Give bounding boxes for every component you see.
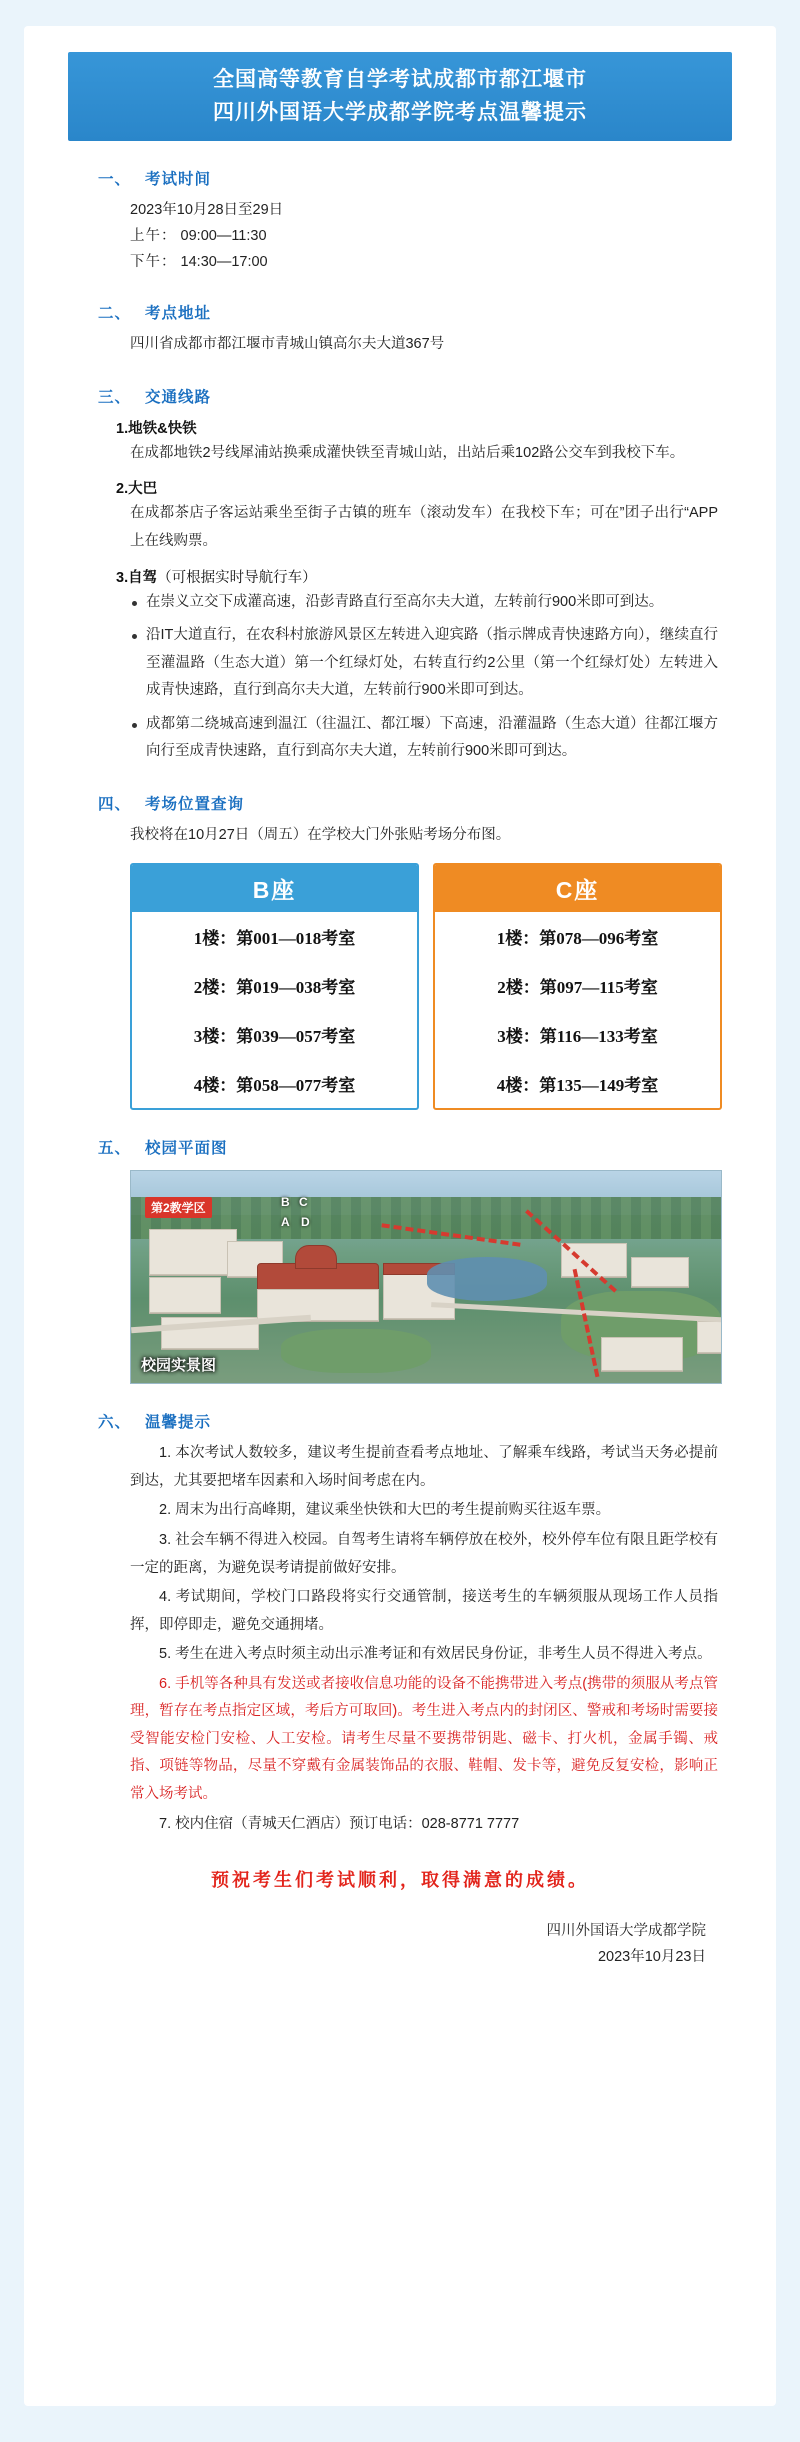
subheading-subway: 1.地铁&快铁 bbox=[116, 420, 197, 437]
map-building bbox=[697, 1321, 722, 1353]
tip-item: 5. 考生在进入考点时须主动出示准考证和有效居民身份证，非考生人员不得进入考点。 bbox=[159, 1646, 712, 1663]
section-label: 考试时间 bbox=[145, 171, 212, 189]
bus-text: 在成都茶店子客运站乘坐至街子古镇的班车（滚动发车）在我校下车；可在”团子出行“APP上在线购票。 bbox=[130, 505, 718, 550]
table-row: 1楼：第078—096考室 bbox=[496, 929, 659, 949]
section-heading-room-query bbox=[98, 792, 732, 814]
section-label: 校园平面图 bbox=[145, 1140, 228, 1158]
subway-text: 在成都地铁2号线犀浦站换乘成灌快铁至青城山站，出站后乘102路公交车到我校下车。 bbox=[130, 444, 685, 461]
section-number: 二、 bbox=[98, 305, 132, 323]
map-building bbox=[601, 1337, 683, 1371]
exam-afternoon bbox=[130, 249, 732, 275]
table-building-b bbox=[130, 863, 419, 1110]
table-row: 3楼：第116—133考室 bbox=[497, 1027, 658, 1047]
tip-item: 4. 考试期间，学校门口路段将实行交通管制，接送考生的车辆须服从现场工作人员指挥，即停即走，避免交通拥堵。 bbox=[130, 1589, 718, 1633]
drive-head-note: （可根据实时导航行车） bbox=[157, 569, 317, 586]
tip-item: 3. 社会车辆不得进入校园。自驾考生请将车辆停放在校外，校外停车位有限且距学校有一定的距离，为避免误考请提前做好安排。 bbox=[130, 1532, 718, 1576]
section-heading-tips bbox=[98, 1410, 732, 1432]
section-label: 考点地址 bbox=[145, 305, 212, 323]
section-heading-exam-time bbox=[98, 167, 732, 189]
table-row: 2楼：第019—038考室 bbox=[193, 978, 356, 998]
section-label: 交通线路 bbox=[145, 388, 212, 406]
morning-label: 上午： bbox=[130, 228, 177, 245]
section-heading-address bbox=[98, 301, 732, 323]
drive-head: 3.自驾 bbox=[116, 569, 158, 586]
map-lake bbox=[427, 1257, 547, 1301]
subheading-bus: 2.大巴 bbox=[116, 481, 158, 498]
section-label: 考场位置查询 bbox=[145, 795, 245, 813]
section-number: 五、 bbox=[98, 1140, 132, 1158]
map-building-tag-d: D bbox=[301, 1215, 310, 1230]
tip-item: 1. 本次考试人数较多，建议考生提前查看考点地址、了解乘车线路，考试当天务必提前到达，尤其要把堵车因素和入场时间考虑在内。 bbox=[130, 1445, 718, 1489]
table-row: 4楼：第135—149考室 bbox=[496, 1076, 659, 1096]
map-building bbox=[631, 1257, 689, 1287]
list-item: 沿IT大道直行，在农科村旅游风景区左转进入迎宾路（指示牌成青快速路方向），继续直行至灌温路（生态大道）第一个红绿灯处，右转直行约2公里（第一个红绿灯处）左转进入成青快速路，直行到高尔夫大道，左转前行900米即可到达。 bbox=[130, 622, 718, 705]
notice-sheet bbox=[24, 26, 776, 2406]
drive-route-list bbox=[130, 589, 718, 766]
tip-item: 7. 校内住宿（青城天仁酒店）预订电话：028-8771 7777 bbox=[159, 1815, 520, 1832]
tip-item-highlighted: 6. 手机等各种具有发送或者接收信息功能的设备不能携带进入考点(携带的须服从考点管理，暂存在考点指定区域，考后方可取回)。考生进入考点内的封闭区、警戒和考场时需要接受智能安检门安检、人工安检。请考生尽量不要携带钥匙、磁卡、打火机，金属手镯、戒指、项链等物品，尽量不穿戴有金属装饰品的衣服、鞋帽、发卡等，避免反复安检，影响正常入场考试。 bbox=[130, 1675, 718, 1802]
exam-room-tables bbox=[130, 863, 722, 1110]
table-header: C座 bbox=[435, 865, 720, 912]
table-header: B座 bbox=[132, 865, 417, 912]
map-building bbox=[149, 1277, 221, 1313]
list-item: 成都第二绕城高速到温江（往温江、都江堰）下高速，沿灌温路（生态大道）往都江堰方向行至成青快速路，直行到高尔夫大道，左转前行900米即可到达。 bbox=[130, 711, 718, 766]
map-building-tag-a: A bbox=[281, 1215, 290, 1230]
campus-map-image bbox=[130, 1170, 722, 1384]
section-label: 温馨提示 bbox=[145, 1414, 212, 1432]
afternoon-time: 14:30—17:00 bbox=[180, 254, 268, 271]
tip-item: 2. 周末为出行高峰期，建议乘坐快铁和大巴的考生提前购买往返车票。 bbox=[159, 1502, 611, 1519]
room-query-text: 我校将在10月27日（周五）在学校大门外张贴考场分布图。 bbox=[130, 826, 511, 843]
section-number: 一、 bbox=[98, 171, 132, 189]
exam-morning bbox=[130, 223, 732, 249]
signature-date: 2023年10月23日 bbox=[597, 1949, 706, 1966]
exam-date: 2023年10月28日至29日 bbox=[130, 202, 284, 219]
map-building-tag-c: C bbox=[299, 1195, 308, 1210]
signature-org: 四川外国语大学成都学院 bbox=[546, 1923, 706, 1940]
address-text: 四川省成都市都江堰市青城山镇高尔夫大道367号 bbox=[130, 336, 445, 353]
map-dome-roof bbox=[295, 1245, 337, 1269]
section-number: 三、 bbox=[98, 388, 132, 406]
section-number: 六、 bbox=[98, 1414, 132, 1432]
table-row: 1楼：第001—018考室 bbox=[193, 929, 356, 949]
page-title bbox=[68, 52, 732, 141]
list-item: 在崇义立交下成灌高速，沿彭青路直行至高尔夫大道，左转前行900米即可到达。 bbox=[130, 589, 718, 617]
table-row: 3楼：第039—057考室 bbox=[193, 1027, 356, 1047]
tips-list bbox=[130, 1440, 718, 1838]
afternoon-label: 下午： bbox=[130, 254, 177, 271]
map-zone-label: 第2教学区 bbox=[145, 1197, 212, 1218]
wish-message: 预祝考生们考试顺利，取得满意的成绩。 bbox=[211, 1870, 589, 1891]
table-row: 4楼：第058—077考室 bbox=[193, 1076, 356, 1096]
section-number: 四、 bbox=[98, 795, 132, 813]
table-building-c bbox=[433, 863, 722, 1110]
map-building-tag-b: B bbox=[281, 1195, 290, 1210]
map-lawn bbox=[281, 1329, 431, 1373]
section-heading-campus-map bbox=[98, 1136, 732, 1158]
table-row: 2楼：第097—115考室 bbox=[497, 978, 658, 998]
map-caption: 校园实景图 bbox=[141, 1357, 217, 1375]
title-line-1: 全国高等教育自学考试成都市都江堰市 bbox=[213, 68, 587, 91]
section-heading-routes bbox=[98, 385, 732, 407]
map-building bbox=[149, 1229, 237, 1275]
morning-time: 09:00—11:30 bbox=[180, 228, 267, 245]
title-line-2: 四川外国语大学成都学院考点温馨提示 bbox=[213, 100, 587, 124]
subheading-drive bbox=[116, 566, 732, 587]
